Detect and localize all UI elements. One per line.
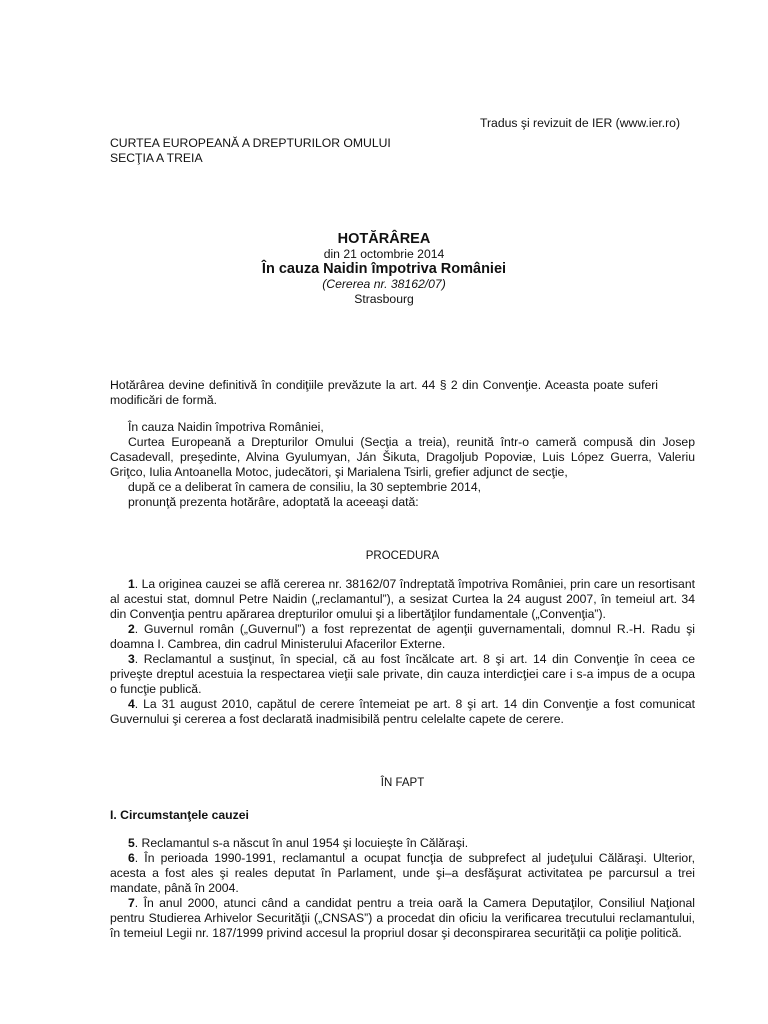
document-title: HOTĂRÂREA [337, 231, 431, 247]
title-block [110, 232, 658, 307]
procedure-paragraph [110, 697, 695, 727]
court-section: SECŢIA A TREIA [110, 151, 203, 165]
paragraph-number: 7 [128, 896, 135, 910]
facts-subheading: I. Circumstanţele cauzei [110, 808, 249, 822]
procedure-block [110, 577, 695, 727]
paragraph-number: 6 [128, 851, 135, 865]
judgment-date: din 21 octombrie 2014 [323, 247, 445, 261]
facts-paragraph [110, 851, 695, 896]
finality-note: Hotărârea devine definitivă în condiţiile prevăzute la art. 44 § 2 din Convenţie. Aceasta poate suferi modificări de formă. [110, 378, 658, 407]
paragraph-text: . La originea cauzei se află cererea nr. 38162/07 îndreptată împotriva României, prin care un resortisant al acestui stat, domnul Petre Naidin („reclamantul”), a sesizat Curtea la 24 august 2007, în temeiul art. 34 din Convenţia pentru apărarea drepturilor omului şi a libertăţilor fundamentale („Convenţia”). [110, 577, 695, 621]
paragraph-number: 3 [128, 652, 135, 666]
procedure-heading: PROCEDURA [365, 550, 440, 562]
paragraph-text: . Reclamantul s-a născut în anul 1954 şi locuieşte în Călăraşi. [134, 836, 469, 850]
intro-line: după ce a deliberat în camera de consiliu, la 30 septembrie 2014, [128, 480, 481, 494]
paragraph-number: 1 [128, 577, 135, 591]
paragraph-text: . La 31 august 2010, capătul de cerere întemeiat pe art. 8 şi art. 14 din Convenţie a fost comunicat Guvernului şi cererea a fost declarată inadmisibilă pentru celelalte capete de cerere. [110, 697, 695, 726]
intro-line: Curtea Europeană a Drepturilor Omului (Secţia a treia), reunită într-o cameră compusă din Josep Casadevall, preşedinte, Alvina Gyulumyan, Ján Šikuta, Dragoljub Popoviæ, Luis López Guerra, Valeriu Griţco, Iulia Antoanella Motoc, judecători, şi Marialena Tsirli, grefier adjunct de secţie, [110, 435, 695, 479]
paragraph-number: 4 [128, 697, 135, 711]
paragraph-text: . Guvernul român („Guvernul”) a fost reprezentat de agenţii guvernamentali, domnul R.-H. Radu şi doamna I. Cambrea, din cadrul Ministerului Afacerilor Externe. [110, 622, 695, 651]
procedure-paragraph [110, 652, 695, 697]
translator-note: Tradus şi revizuit de IER (www.ier.ro) [480, 116, 681, 130]
paragraph-text: . În anul 2000, atunci când a candidat pentru a treia oară la Camera Deputaţilor, Consiliul Naţional pentru Studierea Arhivelor Securităţii („CNSAS”) a procedat din oficiu la verificarea trecutului reclamantului, în temeiul Legii nr. 187/1999 privind accesul la propriul dosar şi deconspirarea securităţii ca poliţie politică. [110, 896, 695, 940]
application-number: (Cererea nr. 38162/07) [322, 277, 446, 291]
court-name: CURTEA EUROPEANĂ A DREPTURILOR OMULUI [110, 136, 391, 150]
paragraph-text: . Reclamantul a susţinut, în special, că au fost încălcate art. 8 şi art. 14 din Convenţie în ceea ce priveşte dreptul acestuia la respectarea vieţii sale private, din cauza interdicţiei care i s-a impus de a ocupa o funcţie publică. [110, 652, 695, 696]
paragraph-number: 5 [128, 836, 135, 850]
procedure-paragraph [110, 622, 695, 652]
facts-heading: ÎN FAPT [380, 777, 425, 789]
paragraph-text: . În perioada 1990-1991, reclamantul a ocupat funcţia de subprefect al judeţului Călăraşi. Ulterior, acesta a fost ales şi reales deputat în Parlament, unde şi–a desfăşurat activitatea pe parcursul a trei mandate, până în 2004. [110, 851, 695, 895]
case-name: În cauza Naidin împotriva României [261, 261, 507, 277]
facts-block [110, 836, 695, 941]
facts-paragraph [110, 836, 695, 851]
procedure-paragraph [110, 577, 695, 622]
place: Strasbourg [354, 292, 414, 306]
paragraph-number: 2 [128, 622, 135, 636]
facts-paragraph [110, 896, 695, 941]
intro-block [110, 420, 695, 510]
intro-line: În cauza Naidin împotriva României, [128, 420, 324, 434]
intro-line: pronunţă prezenta hotărâre, adoptată la aceeaşi dată: [128, 495, 419, 509]
